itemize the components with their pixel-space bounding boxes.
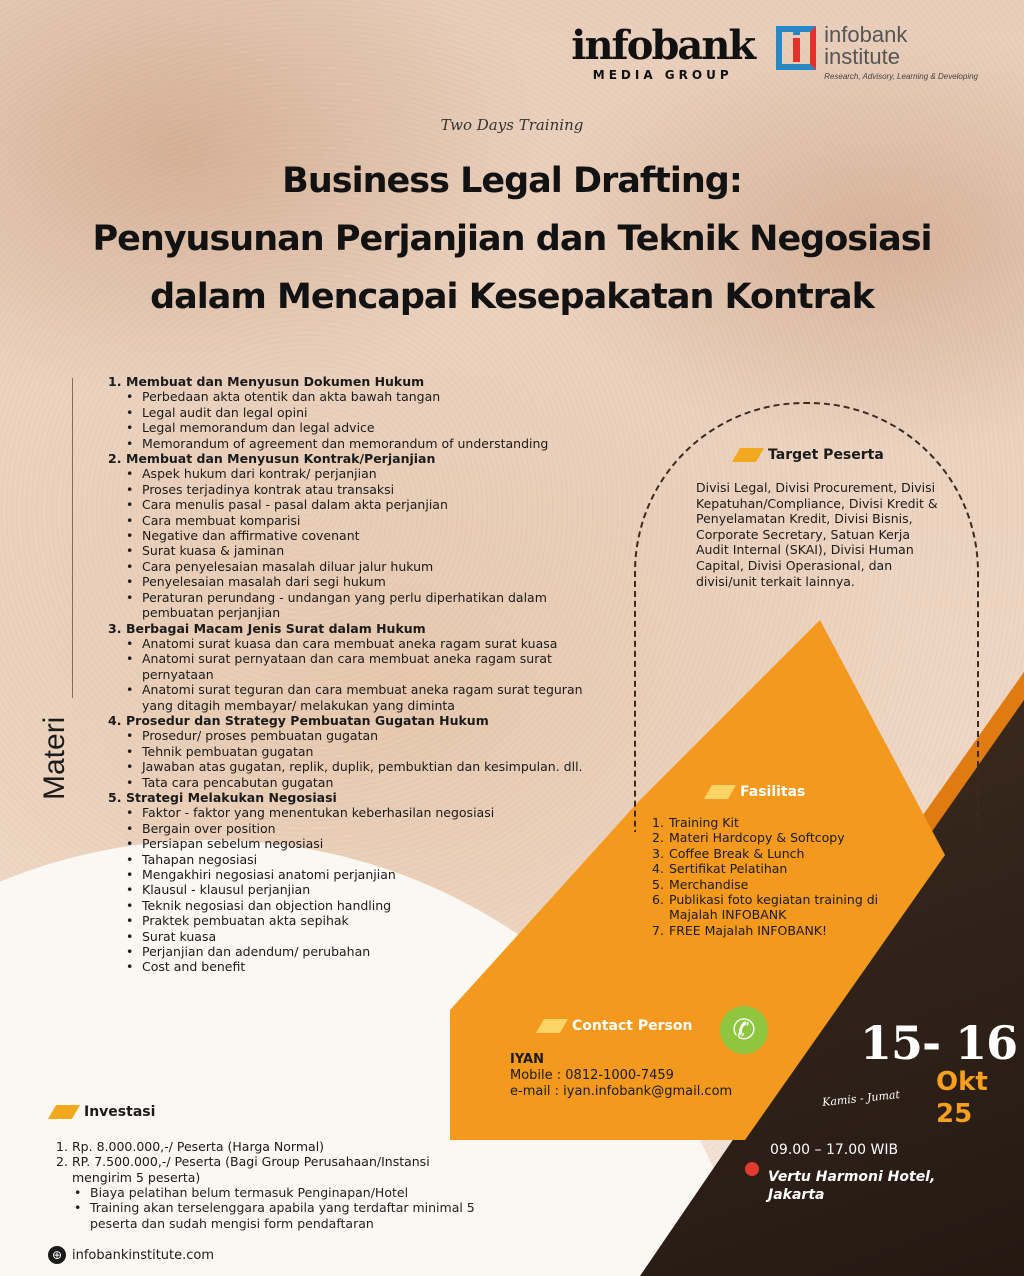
list-item: 7. FREE Majalah INFOBANK!: [652, 922, 828, 938]
list-item: 6. Publikasi foto kegiatan training di Majalah INFOBANK: [652, 892, 879, 923]
list-item: • Tata cara pencabutan gugatan: [126, 775, 588, 790]
materi-section-title: 5. Strategi Melakukan Negosiasi: [108, 789, 337, 805]
event-days: Kamis - Jumat: [821, 1087, 901, 1110]
list-item: • Bergain over position: [126, 821, 588, 836]
logo-wordmark: infobank: [571, 22, 755, 69]
event-month: Okt: [936, 1067, 988, 1097]
contact-heading-text: Contact Person: [572, 1018, 693, 1034]
materi-list: [108, 374, 588, 975]
list-item: • Penyelesaian masalah dari segi hukum: [126, 574, 588, 589]
fasilitas-list: [652, 815, 912, 938]
kicker: Two Days Training: [440, 116, 584, 134]
materi-section-items: [108, 728, 588, 790]
contact-details: [510, 1052, 732, 1100]
event-time: 09.00 – 17.00 WIB: [770, 1142, 899, 1158]
venue-line: Vertu Harmoni Hotel,: [768, 1169, 936, 1185]
website-text: infobankinstitute.com: [72, 1247, 215, 1263]
list-item: • Persiapan sebelum negosiasi: [126, 836, 588, 851]
fasilitas-heading-text: Fasilitas: [740, 784, 806, 800]
list-item: • Peraturan perundang - undangan yang perlu diperhatikan dalam pembuatan perjanjian: [126, 590, 588, 621]
list-item: 4. Sertifikat Pelatihan: [652, 861, 788, 877]
contact-mobile[interactable]: Mobile : 0812-1000-7459: [510, 1068, 674, 1083]
contact-email[interactable]: e-mail : iyan.infobank@gmail.com: [510, 1084, 733, 1099]
list-item: 1. Rp. 8.000.000,-/ Peserta (Harga Normal): [56, 1139, 325, 1154]
materi-divider: [72, 378, 73, 698]
list-item: • Anatomi surat pernyataan dan cara membuat aneka ragam surat pernyataan: [126, 651, 588, 682]
page-title: [40, 152, 984, 326]
list-item: • Cara membuat komparisi: [126, 513, 588, 528]
list-item: • Negative dan affirmative covenant: [126, 528, 588, 543]
investasi-notes: [56, 1185, 476, 1231]
target-dashed-frame: [634, 402, 979, 832]
website-link[interactable]: [48, 1246, 214, 1264]
list-item: • Tahapan negosiasi: [126, 852, 588, 867]
list-item: 1. Training Kit: [652, 815, 739, 830]
infobank-institute-logo[interactable]: [776, 24, 978, 81]
investasi-list: [56, 1139, 476, 1185]
list-item: • Anatomi surat kuasa dan cara membuat aneka ragam surat kuasa: [126, 636, 588, 651]
contact-heading: [540, 1018, 692, 1034]
list-item: • Legal audit dan legal opini: [126, 405, 588, 420]
list-item: • Legal memorandum dan legal advice: [126, 420, 588, 435]
materi-section-title: 2. Membuat dan Menyusun Kontrak/Perjanjian: [108, 451, 436, 467]
materi-section-title: 1. Membuat dan Menyusun Dokumen Hukum: [108, 374, 425, 389]
list-item: • Cara menulis pasal - pasal dalam akta perjanjian: [126, 497, 588, 512]
list-item: 3. Coffee Break & Lunch: [652, 845, 805, 861]
institute-mark-icon: [776, 24, 816, 72]
event-year: 25: [936, 1099, 973, 1129]
list-item: 2. Materi Hardcopy & Softcopy: [652, 830, 845, 846]
contact-name: IYAN: [510, 1052, 544, 1067]
materi-section-items: [108, 466, 588, 620]
list-item: • Perbedaan akta otentik dan akta bawah tangan: [126, 389, 588, 404]
flag-icon: [704, 785, 736, 799]
list-item: • Anatomi surat teguran dan cara membuat aneka ragam surat teguran yang ditagih membayar/ melakukan yang diminta: [126, 682, 588, 713]
flag-icon: [732, 448, 764, 462]
materi-section-title: 4. Prosedur dan Strategy Pembuatan Gugatan Hukum: [108, 712, 489, 728]
header-logos: [571, 24, 978, 82]
list-item: • Mengakhiri negosiasi anatomi perjanjian: [126, 867, 588, 882]
materi-section-items: [108, 805, 588, 974]
venue-line: Jakarta: [768, 1187, 825, 1203]
list-item: • Biaya pelatihan belum termasuk Penginapan/Hotel: [72, 1185, 476, 1200]
list-item: • Surat kuasa & jaminan: [126, 543, 588, 558]
materi-label: Materi: [38, 716, 71, 800]
event-month-year: [936, 1066, 988, 1130]
list-item: 2. RP. 7.500.000,-/ Peserta (Bagi Group Perusahaan/Instansi mengirim 5 peserta): [56, 1154, 430, 1185]
materi-section-items: [108, 389, 588, 451]
list-item: • Klausul - klausul perjanjian: [126, 882, 588, 897]
list-item: • Cost and benefit: [126, 959, 588, 974]
list-item: • Jawaban atas gugatan, replik, duplik, pembuktian dan kesimpulan. dll.: [126, 759, 588, 774]
title-line: Penyusunan Perjanjian dan Teknik Negosiasi: [92, 219, 932, 259]
phone-icon[interactable]: ✆: [720, 1006, 768, 1054]
list-item: • Training akan terselenggara apabila yang terdaftar minimal 5 peserta dan sudah mengisi form pendaftaran: [72, 1200, 476, 1231]
event-venue: [768, 1168, 935, 1204]
list-item: • Prosedur/ proses pembuatan gugatan: [126, 728, 588, 743]
investasi-heading: [52, 1104, 155, 1120]
institute-name-line1: infobank: [824, 22, 908, 47]
list-item: • Faktor - faktor yang menentukan keberhasilan negosiasi: [126, 805, 588, 820]
investasi-heading-text: Investasi: [84, 1104, 156, 1120]
list-item: • Cara penyelesaian masalah diluar jalur hukum: [126, 559, 588, 574]
list-item: • Memorandum of agreement dan memorandum of understanding: [126, 436, 588, 451]
target-heading: [736, 447, 884, 463]
list-item: • Surat kuasa: [126, 929, 588, 944]
logo-subtitle: MEDIA GROUP: [592, 68, 733, 82]
title-line: Business Legal Drafting:: [282, 161, 742, 201]
institute-tagline: Research, Advisory, Learning & Developing: [824, 72, 978, 81]
flag-icon: [48, 1105, 80, 1119]
target-text: Divisi Legal, Divisi Procurement, Divisi Kepatuhan/Compliance, Divisi Kredit & Penyelamatan Kredit, Divisi Bisnis, Corporate Secretary, Satuan Kerja Audit Internal (SKAI), Divisi Human Capital, Divisi Operasional, dan divisi/unit terkait lainnya.: [696, 480, 938, 589]
target-heading-text: Target Peserta: [768, 447, 884, 463]
list-item: • Praktek pembuatan akta sepihak: [126, 913, 588, 928]
fasilitas-heading: [708, 784, 805, 800]
list-item: • Tehnik pembuatan gugatan: [126, 744, 588, 759]
list-item: • Aspek hukum dari kontrak/ perjanjian: [126, 466, 588, 481]
list-item: • Proses terjadinya kontrak atau transaksi: [126, 482, 588, 497]
title-line: dalam Mencapai Kesepakatan Kontrak: [150, 277, 874, 317]
list-item: • Perjanjian dan adendum/ perubahan: [126, 944, 588, 959]
event-dates: 15- 16: [860, 1016, 1018, 1070]
list-item: • Teknik negosiasi dan objection handling: [126, 898, 588, 913]
materi-section-items: [108, 636, 588, 713]
location-pin-icon: [745, 1162, 759, 1176]
infobank-media-group-logo[interactable]: [571, 24, 754, 82]
globe-icon: ⊕: [48, 1246, 66, 1264]
flag-icon: [536, 1019, 568, 1033]
institute-name-line2: institute: [824, 44, 900, 69]
list-item: 5. Merchandise: [652, 876, 749, 892]
materi-section-title: 3. Berbagai Macam Jenis Surat dalam Hukum: [108, 620, 426, 636]
